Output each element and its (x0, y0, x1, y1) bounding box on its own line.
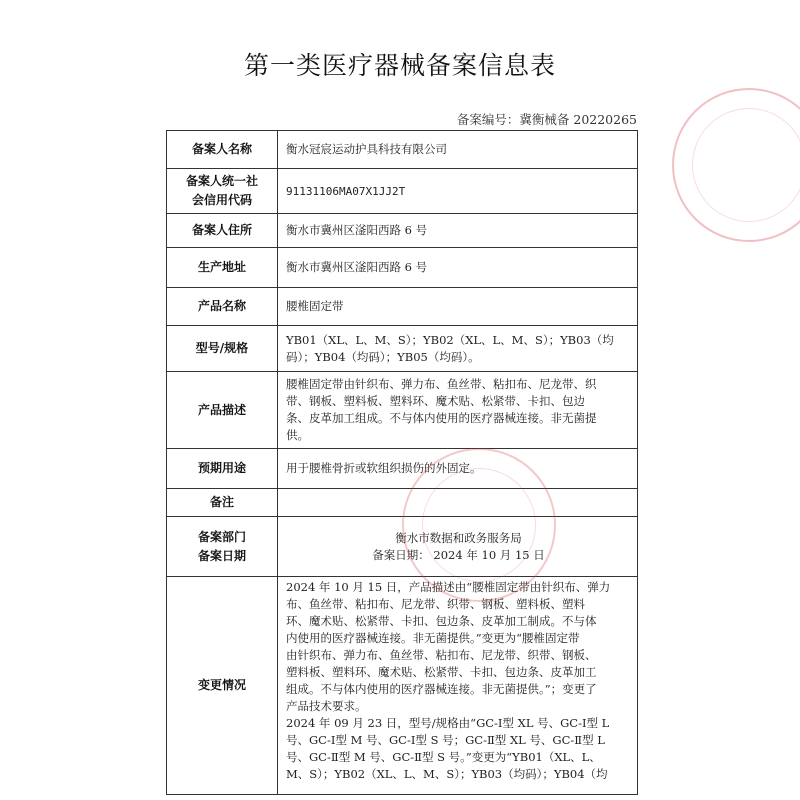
table-row (167, 169, 638, 214)
label-filer-name: 备案人名称 (167, 131, 278, 169)
table-row (167, 131, 638, 169)
label-remarks: 备注 (167, 489, 278, 517)
label-intended-use: 预期用途 (167, 449, 278, 489)
table-row (167, 214, 638, 248)
table-row (167, 517, 638, 577)
label-model-spec: 型号/规格 (167, 326, 278, 372)
label-address: 备案人住所 (167, 214, 278, 248)
value-product-name: 腰椎固定带 (278, 288, 638, 326)
value-intended-use: 用于腰椎骨折或软组织损伤的外固定。 (278, 449, 638, 489)
filing-info-table (166, 130, 638, 795)
table-row (167, 248, 638, 288)
record-number: 备案编号：冀衡械备 20220265 (456, 112, 637, 127)
label-changes: 变更情况 (167, 577, 278, 795)
value-production-address: 衡水市冀州区滏阳西路 6 号 (278, 248, 638, 288)
value-address: 衡水市冀州区滏阳西路 6 号 (278, 214, 638, 248)
table-row (167, 489, 638, 517)
label-department: 备案部门 备案日期 (167, 517, 278, 577)
value-remarks (278, 489, 638, 517)
label-production-address: 生产地址 (167, 248, 278, 288)
page-title: 第一类医疗器械备案信息表 (243, 51, 556, 80)
label-description: 产品描述 (167, 372, 278, 449)
value-model-spec: YB01（XL、L、M、S）；YB02（XL、L、M、S）；YB03（均 码）；YB04（均码）；YB05（均码）。 (278, 326, 638, 372)
value-department: 衡水市数据和政务服务局 备案日期： 2024 年 10 月 15 日 (278, 517, 638, 577)
value-filer-name: 衡水冠宸运动护具科技有限公司 (278, 131, 638, 169)
value-changes: 2024 年 10 月 15 日，产品描述由“腰椎固定带由针织布、弹力 布、鱼丝带、粘扣布、尼龙带、织带、钢板、塑料板、塑料 环、魔术贴、松紧带、卡扣、包边条、皮革加工制成。不与体 内使用的医疗器械连接。非无菌提供。”变更为“腰椎固定带 由针织布、弹力布、鱼丝带、粘扣布、尼龙带、织带、钢板、 塑料板、塑料环、魔术贴、松紧带、卡扣、包边条、皮革加工 组成。不与体内使用的医疗器械连接。非无菌提供。”；变更了 产品技术要求。 2024 年 09 月 23 日，型号/规格由“GC-Ⅰ型 XL 号、GC-Ⅰ型 L 号、GC-Ⅰ型 M 号、GC-Ⅰ型 S 号；GC-Ⅱ型 XL 号、GC-Ⅱ型 L 号、GC-Ⅱ型 M 号、GC-Ⅱ型 S 号。”变更为“YB01（XL、L、 M、S）；YB02（XL、L、M、S）；YB03（均码）；YB04（均 (278, 577, 638, 795)
value-credit-code: 91131106MA07X1JJ2T (278, 169, 638, 214)
table-row (167, 326, 638, 372)
table-row (167, 372, 638, 449)
table-row (167, 449, 638, 489)
official-seal-top (672, 88, 800, 242)
table-row (167, 288, 638, 326)
table-row (167, 577, 638, 795)
label-credit-code: 备案人统一社 会信用代码 (167, 169, 278, 214)
value-description: 腰椎固定带由针织布、弹力布、鱼丝带、粘扣布、尼龙带、织 带、钢板、塑料板、塑料环、魔术贴、松紧带、卡扣、包边 条、皮革加工组成。不与体内使用的医疗器械连接。非无菌提 供。 (278, 372, 638, 449)
label-product-name: 产品名称 (167, 288, 278, 326)
